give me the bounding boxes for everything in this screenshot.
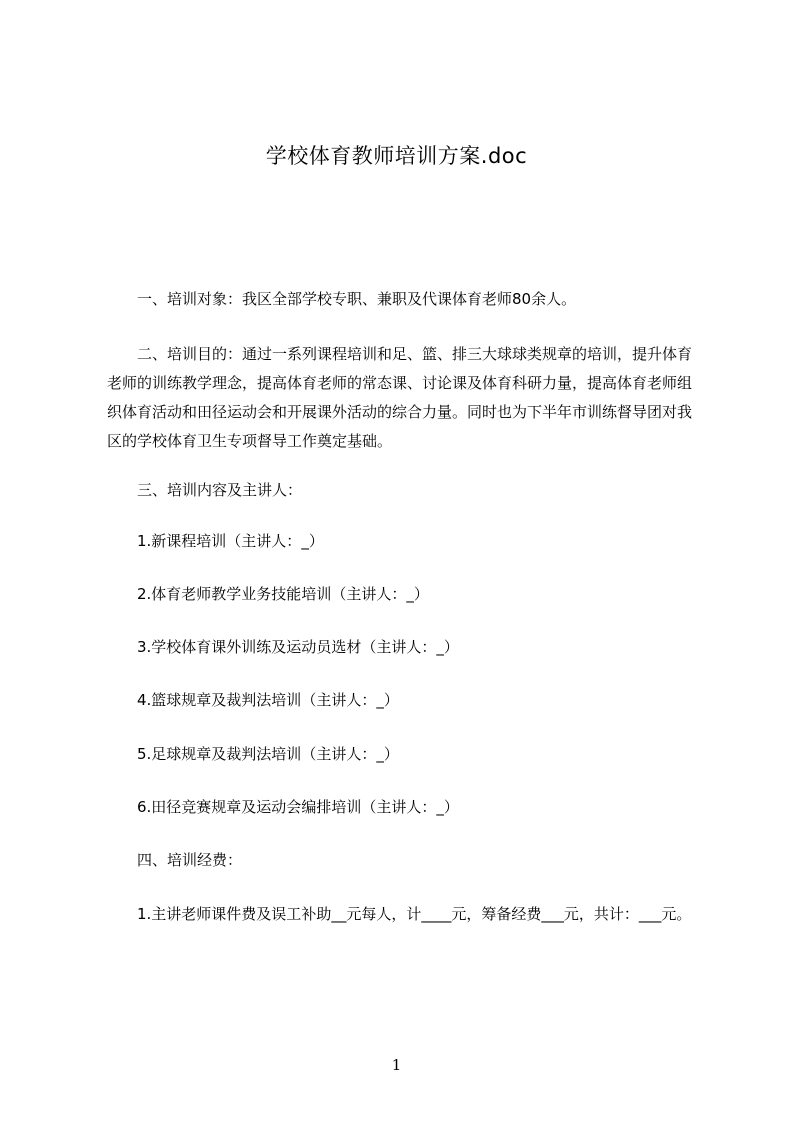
section-4-heading: 四、培训经费： [137,851,243,869]
page-number: 1 [391,1056,402,1074]
section-1-target-audience: 一、培训对象：我区全部学校专职、兼职及代课体育老师80余人。 [137,290,577,308]
list-item-3: 3.学校体育课外训练及运动员选材（主讲人：_） [137,638,459,656]
list-item-4: 4.篮球规章及裁判法培训（主讲人：_） [137,691,399,709]
section-4-item-1: 1.主讲老师课件费及误工补助__元每人，计____元，筹备经费___元，共计：___元。 [137,905,692,923]
document-title: 学校体育教师培训方案.doc [265,144,528,168]
section-3-heading: 三、培训内容及主讲人： [137,481,303,499]
list-item-1: 1.新课程培训（主讲人：_） [137,532,324,550]
list-item-6: 6.田径竞赛规章及运动会编排培训（主讲人：_） [137,798,459,816]
list-item-5: 5.足球规章及裁判法培训（主讲人：_） [137,745,399,763]
list-item-2: 2.体育老师教学业务技能培训（主讲人：_） [137,585,429,603]
section-2-purpose: 二、培训目的：通过一系列课程培训和足、篮、排三大球球类规章的培训，提升体育老师的训练教学理念，提高体育老师的常态课、讨论课及体育科研力量，提高体育老师组织体育活动和田径运动会和开展课外活动的综合力量。同时也为下半年市训练督导团对我区的学校体育卫生专项督导工作奠定基础。 [107,345,693,450]
